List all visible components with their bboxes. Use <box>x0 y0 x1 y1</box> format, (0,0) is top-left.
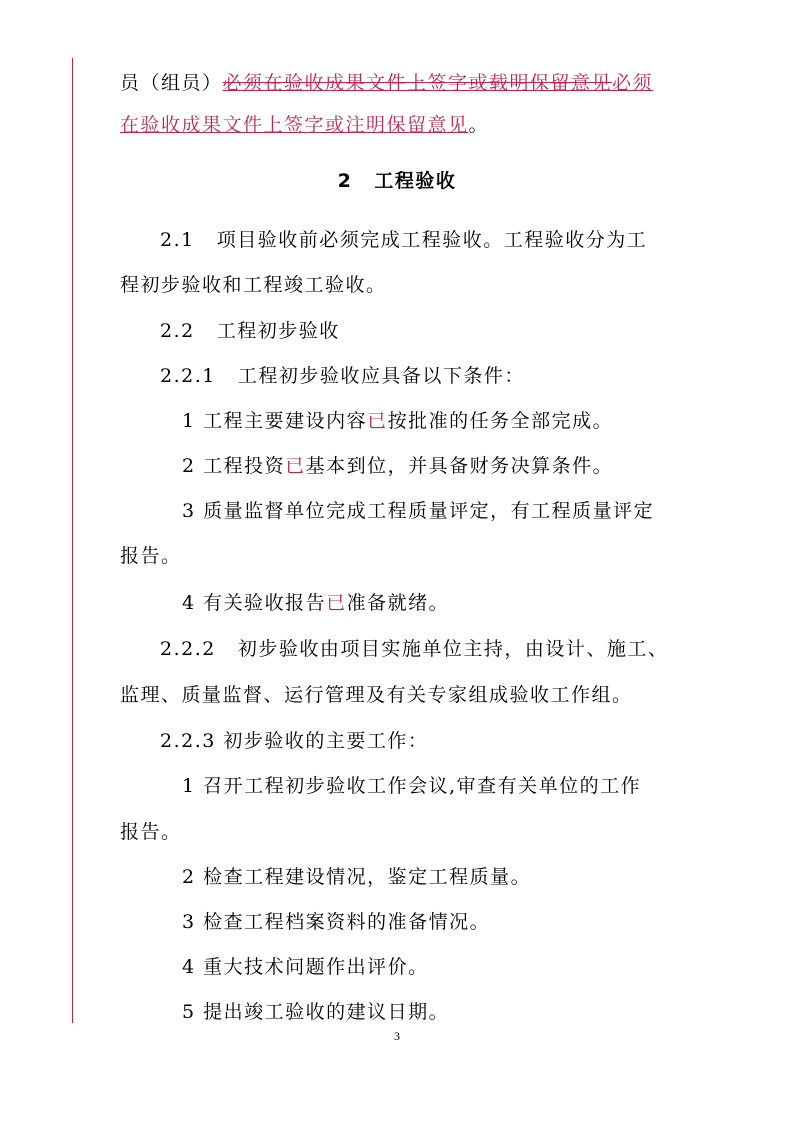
condition-4 <box>182 588 682 618</box>
section-title: 工程验收 <box>374 170 457 192</box>
condition-1-post: 按批准的任务全部完成。 <box>387 410 614 432</box>
clause-2-2-3 <box>160 726 680 756</box>
condition-4-post: 准备就绪。 <box>346 592 450 614</box>
work-3 <box>182 907 682 937</box>
clause-2-2-number: 2.2 <box>160 320 195 342</box>
clause-2-2-1-text: 工程初步验收应具备以下条件： <box>237 365 525 387</box>
work-1-text-2: 报告。 <box>120 821 182 843</box>
condition-2-pre: 2 工程投资 <box>182 455 286 477</box>
condition-1-mark: 已 <box>367 410 388 432</box>
page-number: 3 <box>394 1029 400 1043</box>
clause-2-2-2-text-2: 监理、质量监督、运行管理及有关专家组成验收工作组。 <box>120 684 633 706</box>
clause-2-2-2-line-2 <box>120 680 680 710</box>
work-1-line-1 <box>182 771 682 801</box>
clause-2-2-3-text: 2.2.3 初步验收的主要工作： <box>160 730 429 752</box>
work-1-line-2 <box>120 817 680 847</box>
continuation-lead: 员（组员） <box>120 72 223 94</box>
section-heading <box>0 166 794 196</box>
condition-3-text-2: 报告。 <box>120 545 182 567</box>
continuation-line-2 <box>120 110 680 140</box>
work-4-text: 4 重大技术问题作出评价。 <box>182 956 429 978</box>
condition-4-pre: 4 有关验收报告 <box>182 592 327 614</box>
work-1-text-1: 1 召开工程初步验收工作会议,审查有关单位的工作 <box>182 775 642 797</box>
continuation-end: 。 <box>468 114 490 136</box>
condition-2 <box>182 451 682 481</box>
clause-2-2-1 <box>160 361 680 391</box>
condition-2-mark: 已 <box>285 455 306 477</box>
work-2 <box>182 862 682 892</box>
clause-2-2-2-number: 2.2.2 <box>160 638 216 660</box>
clause-2-1-text-2: 程初步验收和工程竣工验收。 <box>120 274 387 296</box>
clause-2-2-1-number: 2.2.1 <box>160 365 216 387</box>
work-5-text: 5 提出竣工验收的建议日期。 <box>182 1001 450 1023</box>
condition-4-mark: 已 <box>326 592 347 614</box>
inserted-text-1: 必须 <box>612 72 654 94</box>
section-number: 2 <box>337 170 353 192</box>
clause-2-1-text-1: 项目验收前必须完成工程验收。工程验收分为工 <box>216 229 648 251</box>
condition-3-line-2 <box>120 541 680 571</box>
work-3-text: 3 检查工程档案资料的准备情况。 <box>182 911 491 933</box>
inserted-text-2: 在验收成果文件上签字或注明保留意见 <box>120 114 469 136</box>
clause-2-1-number: 2.1 <box>160 229 195 251</box>
condition-1-pre: 1 工程主要建设内容 <box>182 410 368 432</box>
revision-change-bar <box>72 58 73 1023</box>
work-2-text: 2 检查工程建设情况，鉴定工程质量。 <box>182 866 532 888</box>
clause-2-1-line-2 <box>120 270 680 300</box>
clause-2-2-text: 工程初步验收 <box>216 320 340 342</box>
work-5 <box>182 997 682 1027</box>
clause-2-2 <box>160 316 680 346</box>
condition-3-line-1 <box>182 496 682 526</box>
work-4 <box>182 952 682 982</box>
clause-2-2-2-line-1 <box>160 634 680 664</box>
clause-2-1-line-1 <box>160 225 680 255</box>
deleted-text: 必须在验收成果文件上签字或载明保留意见 <box>222 72 613 94</box>
condition-3-text-1: 3 质量监督单位完成工程质量评定，有工程质量评定 <box>182 500 655 522</box>
condition-2-post: 基本到位，并具备财务决算条件。 <box>305 455 614 477</box>
clause-2-2-2-text-1: 初步验收由项目实施单位主持，由设计、施工、 <box>237 638 669 660</box>
condition-1 <box>182 406 682 436</box>
continuation-line-1 <box>120 68 680 98</box>
